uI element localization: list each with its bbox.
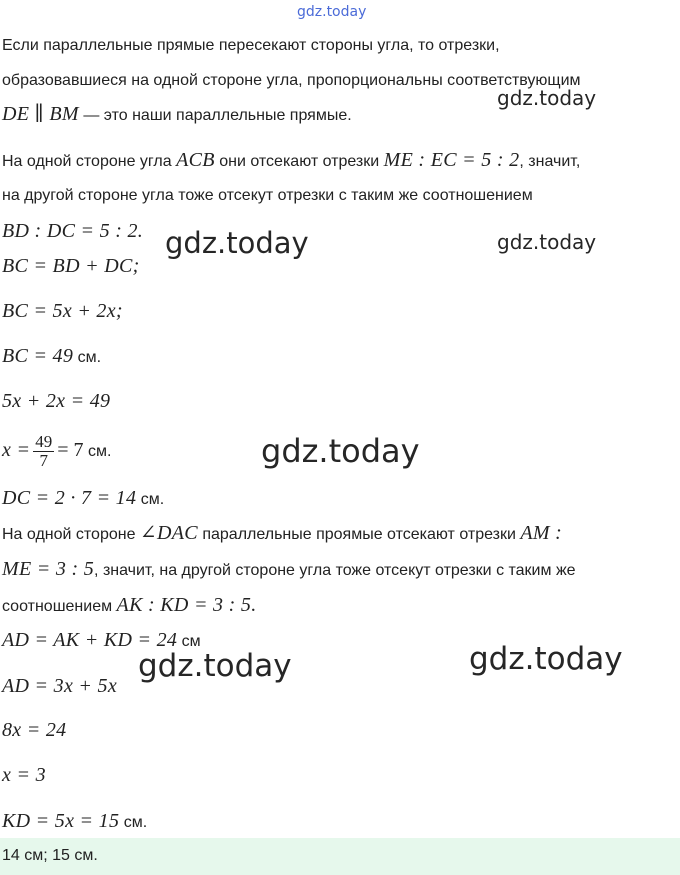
watermark: gdz.today [261,432,420,470]
watermark-top: gdz.today [297,4,367,20]
angle-acb-line [2,150,580,172]
unit: см. [119,814,148,831]
parallel-lines-line [2,104,352,126]
unit: см. [83,443,112,460]
text: соотношением [2,598,117,615]
watermark: gdz.today [497,86,597,110]
text: параллельные проямые отсекают отрезки [197,526,521,543]
equation-kd-value [2,811,147,833]
watermark: gdz.today [165,226,309,260]
me-formula: ME = 3 : 5 [2,558,95,580]
fraction-denominator: 7 [39,451,49,471]
bd-dc-ratio: BD : DC = 5 : 2. [2,220,144,242]
watermark: gdz.today [469,641,623,677]
de-bm-formula: DE ∥ BM [2,103,79,125]
equation-ad-x: AD = 3x + 5x [2,675,118,697]
parallel-lines-text: — это наши параллельные прямые. [78,107,352,124]
dac-formula: ∠DAC [139,522,198,544]
bc-formula: BC = 49 [2,345,74,367]
text: , значит, [519,153,581,170]
equation-bc-sum: BC = BD + DC; [2,255,140,277]
watermark: gdz.today [138,648,292,684]
equation-dc-value [2,488,164,510]
fraction [33,433,54,470]
me-ec-formula: ME : EC = 5 : 2 [383,149,520,171]
angle-dac-line [2,523,562,545]
text: они отсекают отрезки [214,153,384,170]
am-formula: AM : [520,522,563,544]
me-ratio-line [2,559,576,581]
dc-formula: DC = 2 · 7 = 14 [2,487,137,509]
equation-ad-sum [2,630,201,652]
theorem-line-1: Если параллельные прямые пересекают стороны угла, то отрезки, [2,37,500,54]
equation-x-fraction [2,427,111,475]
equation-sum-49: 5x + 2x = 49 [2,390,111,412]
equation-x-value: x = 3 [2,764,46,786]
equation-8x: 8x = 24 [2,719,67,741]
ad-formula: AD = AK + KD = 24 [2,629,178,651]
fraction-numerator: 49 [35,432,53,452]
unit: см [177,633,201,650]
ak-kd-line [2,595,257,617]
watermark: gdz.today [497,230,597,254]
ak-kd-formula: AK : KD = 3 : 5. [116,594,257,616]
ratio-line: на другой стороне угла тоже отсекут отрезки с таким же соотношением [2,187,533,204]
answer-box [0,838,680,875]
text: На одной стороне угла [2,153,177,170]
equation-bc-x: BC = 5x + 2x; [2,300,123,322]
unit: см. [136,491,165,508]
kd-formula: KD = 5x = 15 [2,810,120,832]
answer-text: 14 см; 15 см. [2,847,98,864]
theorem-line-2: образовавшиеся на одной стороне угла, пропорциональны соответствующим [2,72,581,89]
acb-formula: ACB [176,149,215,171]
x-rhs: = 7 [57,439,84,461]
x-lhs: x = [2,439,31,461]
text: , значит, на другой стороне угла тоже отсекут отрезки с таким же [94,562,576,579]
unit: см. [73,349,102,366]
text: На одной стороне [2,526,140,543]
equation-bc-value [2,346,101,368]
